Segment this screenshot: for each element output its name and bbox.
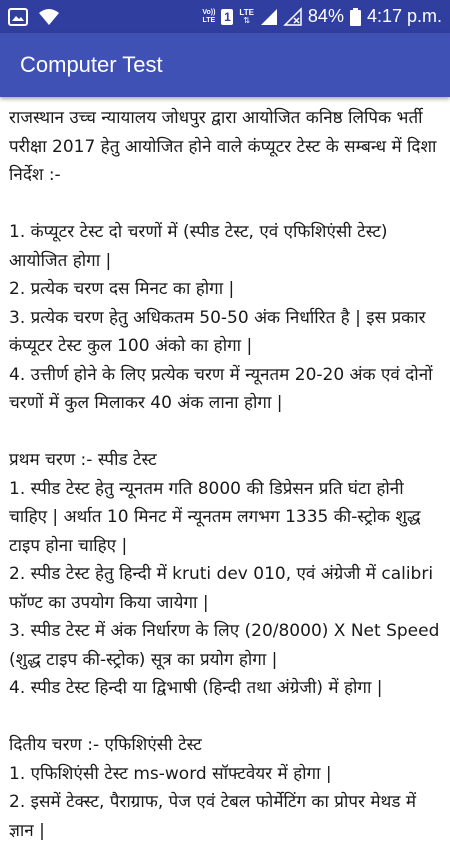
general-point: 3. प्रत्येक चरण हेतु अधिकतम 50-50 अंक निर्धारित है | इस प्रकार कंप्यूटर टेस्ट कुल 100 अंको का होगा | <box>9 307 426 356</box>
lte-indicator <box>239 9 254 25</box>
volte-label: Vo)) <box>202 8 216 16</box>
phase1-point: 3. स्पीड टेस्ट में अंक निर्धारण के लिए (20/8000) X Net Speed (शुद्ध टाइप की-स्ट्रोक) सूत्र का प्रयोग होगा | <box>9 621 440 670</box>
intro-paragraph: राजस्थान उच्च न्यायालय जोधपुर द्वारा आयोजित कनिष्ठ लिपिक भर्ती परीक्षा 2017 हेतु आयोजित होने वाले कंप्यूटर टेस्ट के सम्बन्ध में दिशा निर्देश :- <box>9 108 437 185</box>
battery-percent: 84% <box>307 6 344 26</box>
app-title: Computer Test <box>20 52 163 77</box>
phase1-point: 2. स्पीड टेस्ट हेतु हिन्दी में kruti dev 010, एवं अंग्रेजी में calibri फॉण्ट का उपयोग किया जायेगा | <box>9 564 434 613</box>
volte-icon <box>202 9 215 25</box>
lte-label: LTE <box>239 7 254 17</box>
spacer <box>9 703 443 732</box>
general-point: 1. कंप्यूटर टेस्ट दो चरणों में (स्पीड टेस्ट, एवं एफिशिएंसी टेस्ट) आयोजित होगा | <box>9 222 388 271</box>
signal-icon <box>260 8 278 26</box>
phase2-heading: दितीय चरण :- एफिशिएंसी टेस्ट <box>9 735 202 755</box>
wifi-icon <box>38 8 60 26</box>
spacer <box>9 418 443 447</box>
volte-sublabel: LTE <box>202 16 216 24</box>
phase2-point: 1. एफिशिएंसी टेस्ट ms-word सॉफ्टवेयर में होगा | <box>9 763 332 784</box>
no-signal-sim2-icon <box>284 8 302 26</box>
general-point: 4. उत्तीर्ण होने के लिए प्रत्येक चरण में न्यूनतम 20-20 अंक एवं दोनों चरणों में कुल मिलाकर 40 अंक लाना होगा | <box>9 364 433 413</box>
app-bar <box>0 33 450 97</box>
clock: 4:17 p.m. <box>366 6 442 26</box>
spacer <box>9 190 443 219</box>
image-icon <box>8 8 28 26</box>
phase1-heading: प्रथम चरण :- स्पीड टेस्ट <box>9 450 157 470</box>
battery-icon <box>350 8 361 26</box>
general-point: 2. प्रत्येक चरण दस मिनट का होगा | <box>9 279 235 299</box>
sim-indicator: 1 <box>221 9 233 25</box>
phase1-point: 1. स्पीड टेस्ट हेतु न्यूनतम गति 8000 की डिप्रेसन प्रति घंटा होनी चाहिए | अर्थात 10 मिनट में न्यूनतम लगभग 1335 की-स्ट्रोक शुद्ध टाइप होना चाहिए | <box>9 478 421 556</box>
article-content[interactable] <box>9 104 443 841</box>
phase2-point: 2. इसमें टेक्स्ट, पैराग्राफ, पेज एवं टेबल फोर्मेटिंग का प्रोपर मेथड में ज्ञान | <box>9 792 417 841</box>
phase1-point: 4. स्पीड टेस्ट हिन्दी या द्विभाषी (हिन्दी तथा अंग्रेजी) में होगा | <box>9 678 383 698</box>
data-arrows-icon: ⇅ <box>243 15 251 25</box>
status-bar <box>0 0 450 33</box>
